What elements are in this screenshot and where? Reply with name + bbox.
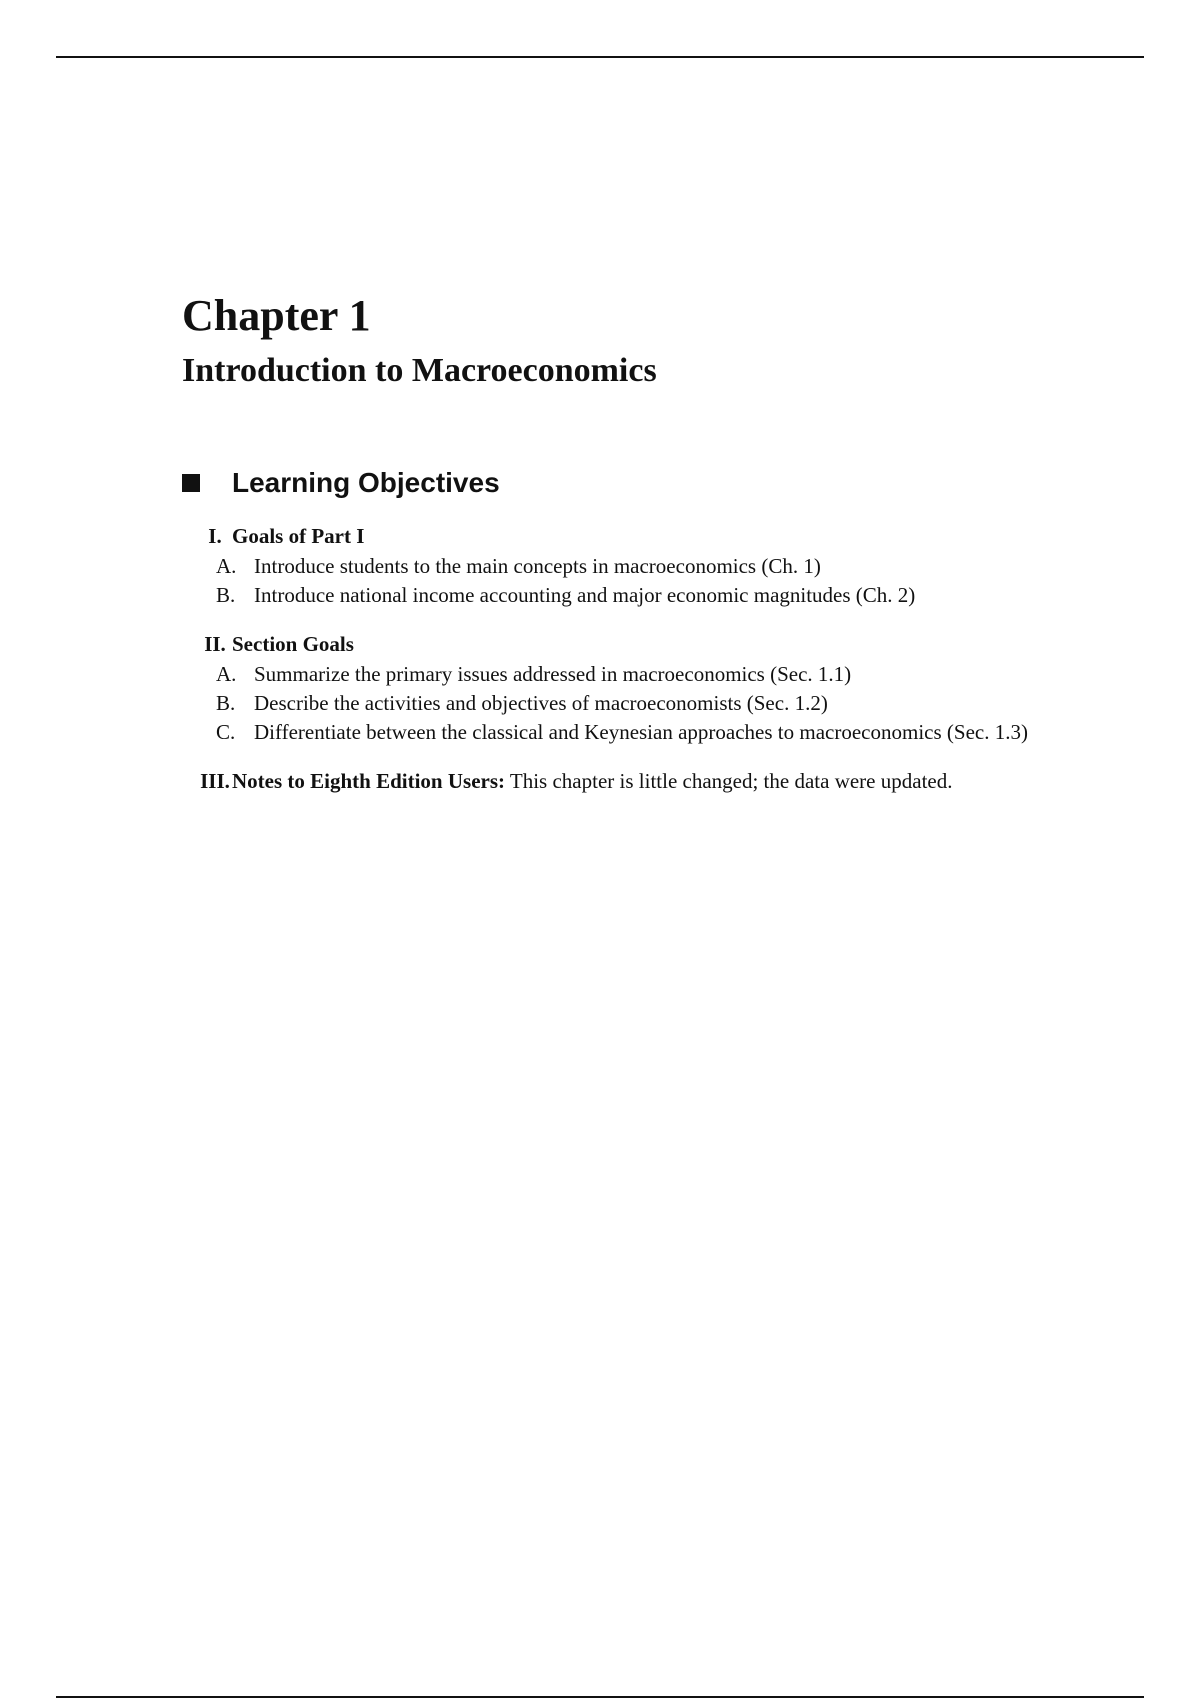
outline-subitem-letter: C. xyxy=(216,720,236,744)
outline-subitem xyxy=(182,581,1082,610)
outline-subitem-letter: B. xyxy=(216,691,236,715)
outline-sublist xyxy=(182,660,1082,747)
outline-subitem-text: Introduce students to the main concepts in macroeconomics (Ch. 1) xyxy=(254,554,821,578)
outline-item-body: This chapter is little changed; the data were updated. xyxy=(509,769,953,793)
outline-subitem-letter: A. xyxy=(216,554,237,578)
outline-group-edition-notes xyxy=(182,767,1082,795)
outline-subitem-text: Describe the activities and objectives of macroeconomists (Sec. 1.2) xyxy=(254,691,828,715)
learning-objectives-heading xyxy=(182,466,1082,500)
objectives-outline xyxy=(182,522,1082,795)
outline-item-title: Section Goals xyxy=(232,632,354,656)
outline-numeral: II. xyxy=(204,632,226,656)
outline-item-title: Notes to Eighth Edition Users: xyxy=(232,769,506,793)
outline-item xyxy=(182,767,1082,795)
outline-subitem xyxy=(182,689,1082,718)
black-square-icon xyxy=(182,474,200,492)
outline-subitem-text: Summarize the primary issues addressed in macroeconomics (Sec. 1.1) xyxy=(254,662,852,686)
learning-objectives-title: Learning Objectives xyxy=(232,467,500,498)
outline-subitem xyxy=(182,660,1082,689)
footer-rule xyxy=(56,1696,1144,1698)
outline-subitem xyxy=(182,552,1082,581)
outline-subitem xyxy=(182,718,1082,747)
outline-subitem-text: Introduce national income accounting and major economic magnitudes (Ch. 2) xyxy=(254,583,916,607)
outline-numeral: III. xyxy=(200,769,230,793)
outline-item-title: Goals of Part I xyxy=(232,524,365,548)
chapter-number: Chapter 1 xyxy=(182,291,371,340)
header-rule xyxy=(56,56,1144,58)
outline-subitem-letter: B. xyxy=(216,583,236,607)
outline-item xyxy=(182,630,1082,658)
page-content xyxy=(182,290,1082,815)
outline-item xyxy=(182,522,1082,550)
outline-group-part-goals xyxy=(182,522,1082,610)
outline-sublist xyxy=(182,552,1082,610)
outline-subitem-letter: A. xyxy=(216,662,237,686)
chapter-title: Introduction to Macroeconomics xyxy=(182,352,657,389)
outline-numeral: I. xyxy=(208,524,222,548)
outline-subitem-text: Differentiate between the classical and Keynesian approaches to macroeconomics (Sec. 1.3) xyxy=(254,720,1028,744)
outline-group-section-goals xyxy=(182,630,1082,747)
